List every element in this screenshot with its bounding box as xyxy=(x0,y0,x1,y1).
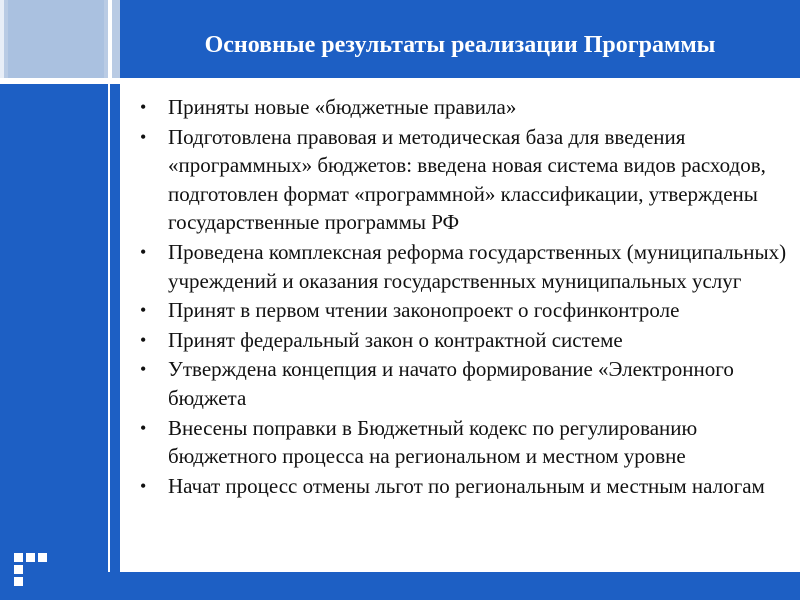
bullet-item xyxy=(128,123,788,237)
bullet-dot-icon: • xyxy=(140,241,147,262)
logo-square xyxy=(14,553,23,562)
logo-square xyxy=(14,565,23,574)
bullet-text: Внесены поправки в Бюджетный кодекс по регулированию бюджетного процесса на региональном и местном уровне xyxy=(168,415,698,469)
bullet-text: Проведена комплексная реформа государственных (муниципальных) учреждений и оказания государственных муниципальных услуг xyxy=(168,239,787,293)
bullet-dot-icon: • xyxy=(140,126,147,147)
bullet-item xyxy=(128,93,788,122)
footer-bar xyxy=(0,572,800,600)
bullet-item xyxy=(128,238,788,295)
sidebar-top-band xyxy=(0,0,120,78)
bullet-item xyxy=(128,472,788,501)
bullet-dot-icon: • xyxy=(140,417,147,438)
sidebar-top-band-inner xyxy=(8,0,104,78)
bullet-item xyxy=(128,326,788,355)
bullet-list xyxy=(128,93,788,500)
bullet-dot-icon: • xyxy=(140,475,147,496)
bullet-text: Приняты новые «бюджетные правила» xyxy=(168,95,517,119)
bullet-dot-icon: • xyxy=(140,300,147,321)
bullet-text: Принят федеральный закон о контрактной системе xyxy=(168,327,623,352)
bullet-item xyxy=(128,296,788,325)
bullet-text: Принят в первом чтении законопроект о госфинконтроле xyxy=(168,298,680,323)
bullet-dot-icon: • xyxy=(140,97,147,117)
bullet-dot-icon: • xyxy=(140,359,147,380)
logo-square xyxy=(38,553,47,562)
sidebar-stripe xyxy=(0,78,120,84)
squares-logo-icon xyxy=(14,553,48,587)
logo-square xyxy=(26,553,35,562)
bullet-dot-icon: • xyxy=(140,329,147,350)
bullet-item xyxy=(128,355,788,412)
logo-square xyxy=(14,577,23,586)
bullet-text: Утверждена концепция и начато формирование «Электронного бюджета xyxy=(168,357,734,410)
slide-title: Основные результаты реализации Программы xyxy=(204,31,716,58)
bullet-text: Начат процесс отмены льгот по региональным и местным налогам xyxy=(168,473,765,498)
bullet-text: Подготовлена правовая и методическая база для введения «программных» бюджетов: введена новая система видов расходов, подготовлен формат «программной» классификации, утверждены государственные программы РФ xyxy=(168,124,766,235)
left-sidebar-decoration xyxy=(0,0,120,600)
bullet-item xyxy=(128,414,788,471)
slide-content xyxy=(128,93,788,570)
sidebar-vertical-line xyxy=(108,0,110,600)
